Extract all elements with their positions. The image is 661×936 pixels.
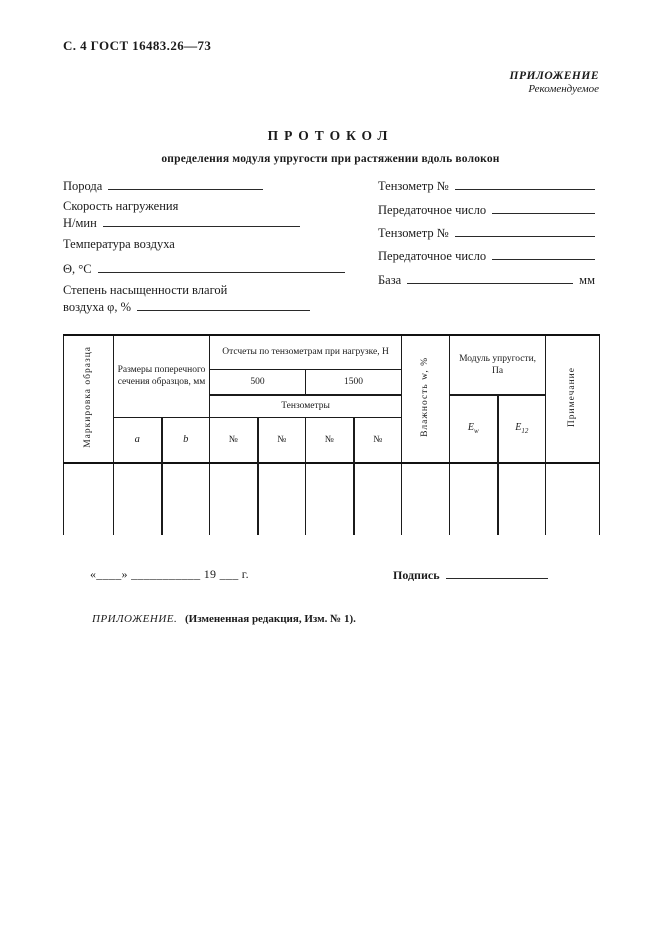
body-cell-b — [162, 463, 210, 535]
field-base-label: База — [378, 273, 402, 287]
date-line: «____» ___________ 19 ___ г. — [90, 567, 249, 581]
appendix-header — [510, 69, 599, 97]
signature-blank — [446, 565, 548, 579]
col-header-readings: Отсчеты по тензометрам при нагрузке, Н — [210, 335, 402, 369]
field-species — [63, 176, 263, 194]
col-header-marking — [64, 335, 114, 463]
body-cell-no-1 — [210, 463, 258, 535]
protocol-table — [63, 334, 600, 535]
body-cell-a — [114, 463, 162, 535]
load-500-header: 500 — [210, 369, 306, 395]
protocol-table-wrap — [63, 334, 600, 535]
field-air-temp-label — [63, 237, 175, 252]
tensometers-header: Тензометры — [210, 395, 402, 417]
field-species-blank — [108, 176, 263, 190]
field-gear-ratio-2-blank — [492, 246, 595, 260]
col-header-b: b — [162, 417, 210, 463]
field-gear-ratio-2-label: Передаточное число — [378, 249, 487, 263]
doc-reference: С. 4 ГОСТ 16483.26—73 — [63, 38, 212, 53]
field-base — [378, 270, 595, 288]
moisture-text: Степень насыщенности влагой — [63, 283, 228, 297]
note-vertical-text: Примечание — [567, 366, 578, 427]
field-load-speed-label2: Н/мин — [63, 216, 97, 230]
e-w-subscript: w — [474, 427, 479, 436]
amendment-note-appendix: ПРИЛОЖЕНИЕ. — [92, 613, 178, 625]
col-header-no-3: № — [306, 417, 354, 463]
field-base-blank — [407, 270, 573, 284]
col-header-humidity — [402, 335, 450, 463]
field-tensometer-1-label: Тензометр № — [378, 179, 449, 193]
load-speed-text: Скорость нагружения — [63, 199, 179, 213]
body-cell-no-3 — [306, 463, 354, 535]
field-theta — [63, 259, 345, 277]
body-cell-humidity — [402, 463, 450, 535]
col-header-e-12 — [498, 395, 546, 463]
field-moisture — [63, 297, 310, 315]
col-header-sizes: Размеры поперечного сечения образцов, мм — [114, 335, 210, 417]
col-header-no-4: № — [354, 417, 402, 463]
e-12-symbol: E — [515, 422, 522, 434]
humidity-vertical-text: Влажность w, % — [420, 356, 431, 437]
load-1500-header: 1500 — [306, 369, 402, 395]
appendix-title: ПРИЛОЖЕНИЕ — [509, 70, 599, 82]
field-moisture-label1 — [63, 283, 227, 298]
appendix-kind: Рекомендуемое — [528, 83, 599, 96]
body-cell-note — [546, 463, 600, 535]
field-tensometer-2 — [378, 223, 595, 241]
field-species-label: Порода — [63, 179, 103, 193]
field-gear-ratio-2 — [378, 246, 595, 264]
col-header-e-w — [450, 395, 498, 463]
field-moisture-label2: воздуха φ, % — [63, 300, 132, 314]
marking-vertical-text: Маркировка образца — [83, 345, 94, 448]
field-theta-label: Θ, °С — [63, 262, 92, 276]
body-cell-e-w — [450, 463, 498, 535]
field-load-speed — [63, 213, 300, 231]
field-load-speed-blank — [103, 213, 300, 227]
amendment-note — [92, 613, 356, 625]
field-gear-ratio-1-blank — [492, 200, 595, 214]
signature-label: Подпись — [393, 568, 440, 582]
col-header-modulus: Модуль упругости, Па — [450, 335, 546, 395]
body-cell-no-4 — [354, 463, 402, 535]
e-12-subscript: 12 — [521, 427, 529, 436]
body-cell-marking — [64, 463, 114, 535]
field-load-speed-label1 — [63, 199, 178, 214]
field-gear-ratio-1-label: Передаточное число — [378, 203, 487, 217]
page-title: ПРОТОКОЛ — [267, 128, 394, 143]
body-cell-e-12 — [498, 463, 546, 535]
col-header-a: a — [114, 417, 162, 463]
air-temp-text: Температура воздуха — [63, 237, 175, 251]
amendment-note-text: (Измененная редакция, Изм. № 1). — [184, 613, 356, 625]
field-tensometer-1-blank — [455, 176, 595, 190]
field-base-unit: мм — [579, 273, 595, 287]
signature-row — [393, 565, 548, 583]
page-subtitle: определения модуля упругости при растяжении вдоль волокон — [161, 153, 500, 165]
e-w-symbol: E — [467, 422, 475, 434]
field-gear-ratio-1 — [378, 200, 595, 218]
field-theta-blank — [98, 259, 345, 273]
field-moisture-blank — [137, 297, 310, 311]
body-cell-no-2 — [258, 463, 306, 535]
col-header-no-2: № — [258, 417, 306, 463]
field-tensometer-1 — [378, 176, 595, 194]
field-tensometer-2-blank — [455, 223, 595, 237]
col-header-note — [546, 335, 600, 463]
col-header-no-1: № — [210, 417, 258, 463]
field-tensometer-2-label: Тензометр № — [378, 226, 449, 240]
